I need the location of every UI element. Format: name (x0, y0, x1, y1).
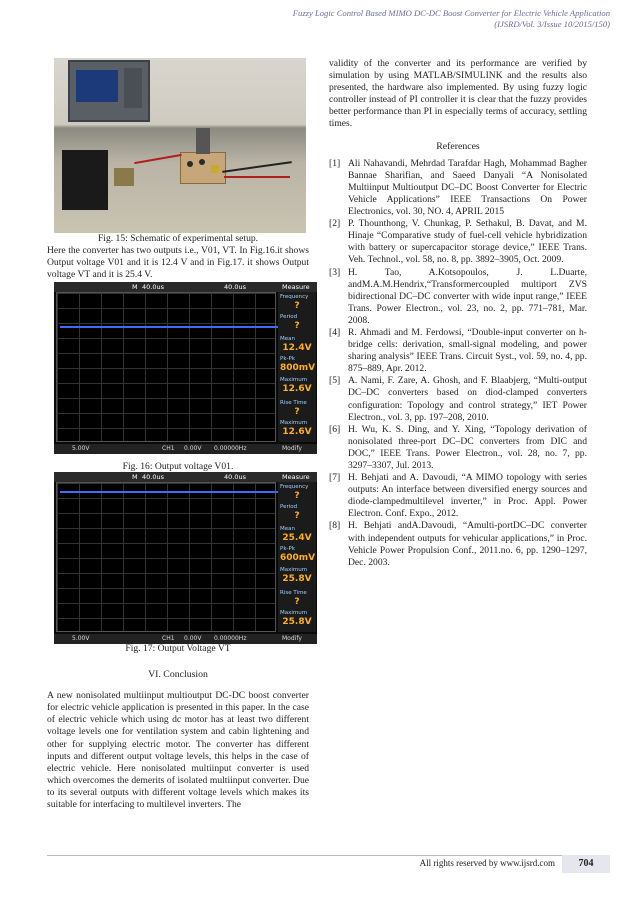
body-paragraph: Here the converter has two outputs i.e., V01, VT. In Fig.16.it shows Output voltage V01 and it is 12.4 V and in Fig.17. it shows Output voltage VT and it is 25.4 V. (47, 245, 309, 281)
scope-trigger-level: 0.00V (184, 635, 202, 642)
references-heading: References (436, 140, 480, 152)
measure-label: Period (280, 504, 298, 510)
measure-label: Rise Time (280, 590, 307, 596)
scope-measure-title: Measure (282, 283, 310, 291)
oscilloscope-device (68, 60, 150, 122)
oscilloscope-screen-vt (54, 472, 317, 644)
left-column-bottom (47, 643, 309, 811)
scope-frequency: 0.00000Hz (214, 445, 247, 452)
measure-value: 12.4V (282, 343, 312, 353)
reference-text: H. Tao, A.Kotsopoulos, J. L.Duarte, andM.A.M.Hendrix,“Transformercoupled multiport ZVS bidirectional DC–DC converter with wide input range,” IEEE Trans. Power Electron., vol. 23, no. 2, pp. 771–781, Mar. 2008. (348, 266, 587, 326)
scope-trigger-time: 40.0us (224, 283, 246, 291)
voltage-trace (60, 491, 278, 493)
scope-ch1-scale: 5.00V (72, 635, 90, 642)
reference-text: H. Behjati andA.Davoudi, “Amulti-portDC–DC converter with independent outputs for vehicular applications,” in Proc. Vehicle Power Propulsion Conf., 2011.no. 6, pp. 1290–1297, Dec. 2003. (348, 520, 587, 568)
measure-value: 25.4V (282, 533, 312, 543)
reference-item (329, 218, 587, 266)
scope-timebase: 40.0us (142, 473, 164, 481)
scope-frequency: 0.00000Hz (214, 635, 247, 642)
reference-number: [7] (329, 472, 341, 484)
fig15-caption: Fig. 15: Schematic of experimental setup. (97, 233, 259, 244)
fig17-caption: Fig. 17: Output Voltage VT (125, 643, 231, 654)
measure-value: ? (294, 301, 300, 311)
reference-number: [8] (329, 520, 341, 532)
scope-trigger-channel: CH1 (162, 445, 175, 452)
reference-text: P. Thounthong, V. Chunkag, P. Sethakul, B. Davat, and M. Hinaje “Comparative study of fuel-cell vehicle hybridization with battery or supercapacitor storage device,” IEEE Trans. Veh. Technol., vol. 58, no. 8, pp. 3892–3905, Oct. 2009. (348, 218, 587, 266)
measure-value: 800mV (280, 363, 316, 373)
reference-number: [6] (329, 423, 341, 435)
scope-bottom-bar (54, 444, 317, 454)
footer-divider (47, 855, 610, 856)
converter-board (180, 152, 226, 184)
scope-trigger-channel: CH1 (162, 635, 175, 642)
measure-label: Mean (280, 526, 295, 532)
reference-item (329, 267, 587, 327)
reference-number: [3] (329, 266, 341, 278)
reference-item (329, 424, 587, 472)
measure-value: 12.6V (282, 384, 312, 394)
measure-value: ? (294, 321, 300, 331)
scope-modify: Modify (282, 445, 302, 452)
reference-text: H. Wu, K. S. Ding, and Y. Xing, “Topology derivation of nonisolated three-port DC–DC converters from DIC and DOC,” IEEE Trans. Power Electron., vol. 28, no. 7, pp. 3297–3307, Jul. 2013. (348, 423, 587, 471)
experimental-setup-photo (54, 58, 306, 233)
measure-value: ? (294, 491, 300, 501)
footer-rights: All rights reserved by www.ijsrd.com (419, 858, 555, 868)
measure-value: ? (294, 407, 300, 417)
measure-value: 25.8V (282, 617, 312, 627)
reference-number: [5] (329, 375, 341, 387)
measure-label: Frequency (280, 294, 309, 300)
oscilloscope-screen-v01 (54, 282, 317, 454)
scope-modify: Modify (282, 635, 302, 642)
scope-plot-area (56, 292, 276, 442)
fig16-caption: Fig. 16: Output voltage V01. (122, 461, 234, 472)
measure-label: Period (280, 314, 298, 320)
measure-value: ? (294, 511, 300, 521)
left-column-top (47, 233, 309, 281)
reference-item (329, 375, 587, 423)
measure-label: Maximum (280, 420, 308, 426)
header-title: Fuzzy Logic Control Based MIMO DC-DC Boost Converter for Electric Vehicle Application (292, 8, 610, 18)
reference-text: A. Nami, F. Zare, A. Ghosh, and F. Blaabjerg, “Multi-output DC–DC converters based on diod-clamped converters configuration: Topology and control strategy,” IET Power Electron., vol. 3, pp. 197–208, 2010. (348, 375, 587, 423)
reference-text: H. Behjati and A. Davoudi, “A MIMO topology with series outputs: An interface between diversified energy sources and diode-clampedmultilevel inverter,” in Proc. Appl. Power Electron. Conf. Expo., 2012. (348, 472, 587, 520)
reference-text: Ali Nahavandi, Mehrdad Tarafdar Hagh, Mohammad Bagher Bannae Sharifian, and Saeed Danyali “A Nonisolated Multiinput Multioutput DC–DC Boost Converter for Electric Vehicle Applications” IEEE Transactions On Power Electronics, vol. 30, NO. 4, APRIL 2015 (348, 157, 587, 218)
measure-label: Maximum (280, 610, 308, 616)
reference-item (329, 158, 587, 218)
right-column (329, 58, 587, 569)
measure-panel (278, 292, 316, 442)
measure-label: Maximum (280, 567, 308, 573)
measure-label: Maximum (280, 377, 308, 383)
scope-trigger-time: 40.0us (224, 473, 246, 481)
measure-panel (278, 482, 316, 632)
conclusion-paragraph: A new nonisolated multiinput multioutput DC-DC boost converter for electric vehicle application is presented in this paper. In the case of electric vehicle which using dc motor has at least two different voltage levels one for ventilation system and cabin lightening and other for supplying electric motor. The converter has different inputs and different output voltage levels, this helps in the case of electric vehicle. Here nonisolated multiinput converter is used which overcomes the demerits of isolated multiinput converter. Due to its several outputs with different voltage levels which makes its suitable for interfacing to multilevel inverters. The (47, 690, 309, 811)
measure-label: Rise Time (280, 400, 307, 406)
measure-value: 600mV (280, 553, 316, 563)
measure-value: ? (294, 597, 300, 607)
scope-mode: M (132, 283, 138, 291)
measure-label: Pk-Pk (280, 356, 295, 362)
component-box (114, 168, 134, 186)
reference-number: [4] (329, 326, 341, 338)
running-header (293, 8, 610, 30)
measure-value: 25.8V (282, 574, 312, 584)
inductor (196, 128, 210, 154)
reference-number: [1] (329, 157, 341, 169)
scope-ch1-scale: 5.00V (72, 445, 90, 452)
reference-item (329, 327, 587, 375)
header-volume: (IJSRD/Vol. 3/Issue 10/2015/150) (494, 19, 610, 29)
scope-mode: M (132, 473, 138, 481)
battery-block (62, 150, 108, 210)
voltage-trace (60, 326, 278, 328)
scope-top-bar (54, 282, 317, 292)
page-number: 704 (562, 855, 610, 873)
measure-label: Mean (280, 336, 295, 342)
reference-list (329, 158, 587, 569)
reference-item (329, 520, 587, 568)
reference-text: R. Ahmadi and M. Ferdowsi, “Double-input converter on h-bridge cells: derivation, small-signal modeling, and power sharing analysis” IEEE Trans. Circuit Syst., vol. 59, no. 4, pp. 875–889, Apr. 2012. (348, 326, 587, 375)
reference-item (329, 472, 587, 520)
measure-value: 12.6V (282, 427, 312, 437)
scope-measure-title: Measure (282, 473, 310, 481)
scope-plot-area (56, 482, 276, 632)
conclusion-heading: VI. Conclusion (148, 669, 208, 681)
measure-label: Frequency (280, 484, 309, 490)
scope-top-bar (54, 472, 317, 482)
scope-timebase: 40.0us (142, 283, 164, 291)
intro-paragraph: validity of the converter and its performance are verified by simulation by using MATLAB/SIMULINK and the results also presented, the hardware also implemented. By using fuzzy logic controller instead of PI controller it is clear that the fuzzy provides better performance than PI in especially terms of accuracy, settling times. (329, 58, 587, 130)
scope-trigger-level: 0.00V (184, 445, 202, 452)
reference-number: [2] (329, 218, 341, 230)
measure-label: Pk-Pk (280, 546, 295, 552)
